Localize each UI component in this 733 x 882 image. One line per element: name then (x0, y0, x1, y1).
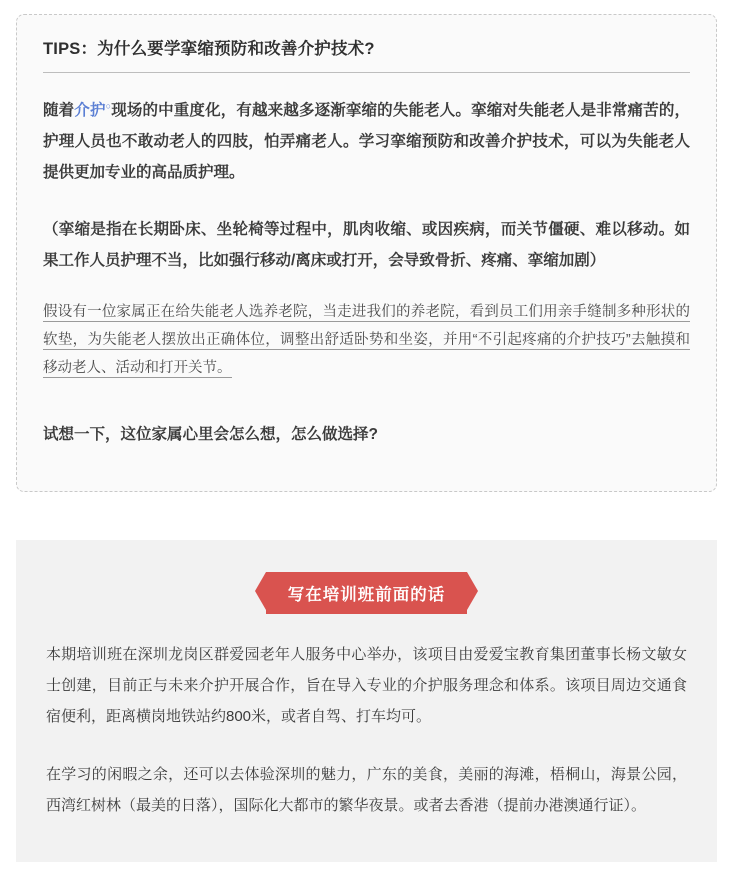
keyword-link-label: 介护 (74, 101, 106, 119)
tips-quote (43, 298, 690, 383)
tips-paragraph-1-suffix: 现场的中重度化，有越来越多逐渐挛缩的失能老人。挛缩对失能老人是非常痛苦的，护理人员也不敢动老人的四肢，怕弄痛老人。学习挛缩预防和改善介护技术，可以为失能老人提供更加专业的高品质护理。 (43, 101, 690, 181)
tips-paragraph-1-prefix: 随着 (43, 101, 75, 119)
tips-title: TIPS：为什么要学挛缩预防和改善介护技术? (43, 37, 690, 73)
tips-paragraph-2: （挛缩是指在长期卧床、坐轮椅等过程中，肌肉收缩、或因疾病，而关节僵硬、难以移动。如果工作人员护理不当，比如强行移动/离床或打开，会导致骨折、疼痛、挛缩加剧） (43, 220, 690, 269)
intro-banner: 写在培训班前面的话 (266, 572, 468, 614)
tips-quote-text: 假设有一位家属正在给失能老人选养老院，当走进我们的养老院，看到员工们用亲手缝制多种形状的软垫，为失能老人摆放出正确体位，调整出舒适卧势和坐姿，并用“不引起疼痛的介护技巧”去触摸和移动老人、活动和打开关节。 (43, 303, 690, 377)
section-spacer (0, 492, 733, 540)
keyword-superscript-icon: ○ (105, 100, 112, 111)
intro-paragraph-1: 本期培训班在深圳龙岗区群爱园老年人服务中心举办，该项目由爱爱宝教育集团董事长杨文敏女士创建，目前正与未来介护开展合作，旨在导入专业的介护服务理念和体系。该项目周边交通食宿便利，距离横岗地铁站约800米，或者自驾、打车均可。 (46, 646, 687, 725)
article-page (0, 14, 733, 862)
tips-question: 试想一下，这位家属心里会怎么想，怎么做选择? (43, 425, 378, 443)
intro-paragraph-2: 在学习的闲暇之余，还可以去体验深圳的魅力，广东的美食，美丽的海滩，梧桐山，海景公园，西湾红树林（最美的日落），国际化大都市的繁华夜景。或者去香港（提前办港澳通行证）。 (46, 766, 687, 815)
intro-banner-wrap (46, 572, 687, 614)
keyword-link-jiehu[interactable] (74, 102, 111, 119)
tips-paragraph-1 (43, 95, 690, 188)
intro-card (16, 540, 717, 862)
tips-card (16, 14, 717, 492)
